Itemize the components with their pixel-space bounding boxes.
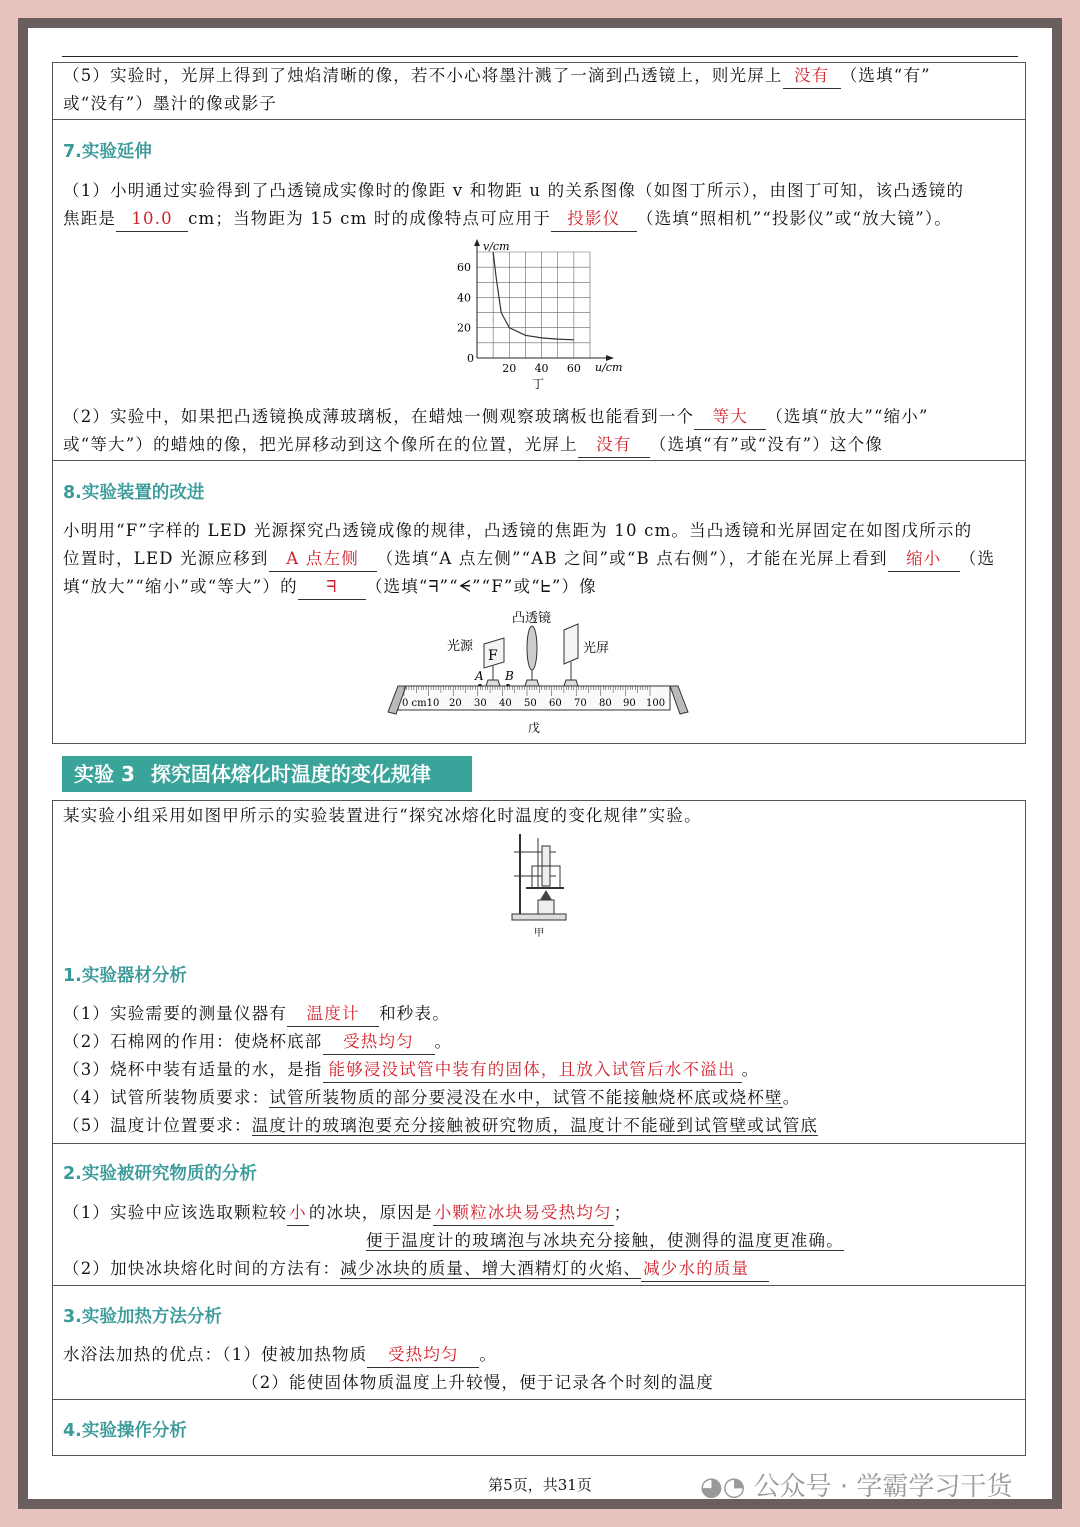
y-arrow xyxy=(474,239,480,246)
q7-1-line1: （1）小明通过实验得到了凸透镜成实像时的像距 v 和物距 u 的关系图像（如图丁所示），由图丁可知，该凸透镜的 xyxy=(63,181,965,200)
scale-30: 30 xyxy=(474,698,487,709)
v-u-graph xyxy=(440,236,640,394)
answer-blank: 受热均匀 xyxy=(323,1030,435,1055)
light-screen xyxy=(564,624,578,664)
melting-apparatus-figure xyxy=(500,830,580,940)
scale-40: 40 xyxy=(499,698,512,709)
wechat-icon: ◕◔ xyxy=(700,1472,754,1502)
scale-100: 100 xyxy=(646,698,666,709)
e2-line2: 便于温度计的玻璃泡与冰块充分接触，使测得的温度更准确。 xyxy=(366,1231,844,1250)
lens-base xyxy=(525,680,539,686)
led-letter: F xyxy=(488,648,498,664)
answer-blank: 等大 xyxy=(694,405,766,430)
top-rule xyxy=(62,56,1018,57)
banner-title: 探究固体熔化时温度的变化规律 xyxy=(150,762,431,786)
heading-7: 7.实验延伸 xyxy=(63,142,152,162)
y-tick-label: 40 xyxy=(457,291,471,305)
y-tick-label: 20 xyxy=(457,321,471,335)
e1-line4: （4）试管所装物质要求：试管所装物质的部分要浸没在水中，试管不能接触烧杯底或烧杯壁。 xyxy=(63,1088,801,1107)
stand-base xyxy=(512,914,566,920)
answer-blank: 小颗粒冰块易受热均匀 xyxy=(433,1201,614,1226)
page-number: 第5页，共31页 xyxy=(488,1476,592,1494)
divider xyxy=(52,1285,1026,1286)
intro-text: 某实验小组采用如图甲所示的实验装置进行“探究冰熔化时温度的变化规律”实验。 xyxy=(63,806,702,825)
screen-label: 光屏 xyxy=(583,641,610,656)
source-label: 光源 xyxy=(447,639,474,654)
watermark: ◕◔ 公众号 · 学霸学习干货 xyxy=(700,1472,1013,1502)
e2-line3: （2）加快冰块熔化时间的方法有：减少冰块的质量、增大酒精灯的火焰、 减少水的质量 xyxy=(63,1257,769,1282)
e2-line1: （1）实验中应该选取颗粒较 小 的冰块，原因是 小颗粒冰块易受热均匀 ； xyxy=(63,1201,631,1226)
x-tick-label: 40 xyxy=(534,362,549,375)
flame xyxy=(540,890,552,900)
scale-90: 90 xyxy=(623,698,636,709)
q6-5-line1: （5）实验时，光屏上得到了烛焰清晰的像，若不小心将墨汁溅了一滴到凸透镜上，则光屏上 没有 （选填“有” xyxy=(63,64,931,89)
answer-blank: 温度计 xyxy=(287,1002,379,1027)
e1-line2: （2）石棉网的作用：使烧杯底部 受热均匀 。 xyxy=(63,1030,452,1055)
heading-8: 8.实验装置的改进 xyxy=(63,483,205,503)
scale-50: 50 xyxy=(524,698,537,709)
heading-3: 3.实验加热方法分析 xyxy=(63,1307,222,1327)
x-tick-label: 60 xyxy=(566,362,581,375)
divider xyxy=(52,1143,1026,1144)
convex-lens xyxy=(527,626,537,670)
x-tick-label: 20 xyxy=(502,362,517,375)
answer-blank: 能够浸没试管中装有的固体，且放入试管后水不溢出 xyxy=(323,1058,742,1083)
answer-blank: 缩小 xyxy=(888,547,960,572)
answer-blank: A 点左侧 xyxy=(269,547,377,572)
figure-caption: 戊 xyxy=(528,721,541,735)
y-tick-label: 60 xyxy=(457,261,471,275)
q8-line1: 小明用“F”字样的 LED 光源探究凸透镜成像的规律，凸透镜的焦距为 10 cm。当凸透镜和光屏固定在如图戊所示的 xyxy=(63,521,973,540)
q6-5-line2: 或“没有”）墨汁的像或影子 xyxy=(63,94,277,113)
q7-1-line2: 焦距是 10.0 cm；当物距为 15 cm 时的成像特点可应用于 投影仪 （选填“照相机”“投影仪”或“放大镜”）。 xyxy=(63,207,952,232)
banner-number: 实验 3 xyxy=(74,762,135,786)
y-axis-label: v/cm xyxy=(483,240,510,253)
divider xyxy=(52,460,1026,461)
answer-blank: 10.0 xyxy=(116,207,188,232)
divider xyxy=(52,119,1026,120)
alcohol-lamp xyxy=(538,900,554,914)
q7-2-line1: （2）实验中，如果把凸透镜换成薄玻璃板，在蜡烛一侧观察玻璃板也能看到一个 等大 （选填“放大”“缩小” xyxy=(63,405,929,430)
e3-line2: （2）能使固体物质温度上升较慢，便于记录各个时刻的温度 xyxy=(242,1373,714,1392)
scale-60: 60 xyxy=(549,698,562,709)
answer-blank: 投影仪 xyxy=(551,207,637,232)
answer-blank: ᖷ xyxy=(298,575,366,600)
answer-blank: 减少水的质量 xyxy=(641,1257,769,1282)
graph-caption: 丁 xyxy=(532,377,545,391)
heading-2: 2.实验被研究物质的分析 xyxy=(63,1164,257,1184)
screen-base xyxy=(564,680,578,686)
answer-blank: 受热均匀 xyxy=(367,1343,479,1368)
scale-70: 70 xyxy=(574,698,587,709)
answer-blank: 没有 xyxy=(578,433,650,458)
x-axis-label: u/cm xyxy=(595,361,623,374)
y-tick-label: 0 xyxy=(467,352,474,365)
e3-line1: 水浴法加热的优点：（1）使被加热物质 受热均匀 。 xyxy=(63,1343,497,1368)
answer-blank: 没有 xyxy=(783,64,841,89)
answer-blank: 小 xyxy=(287,1201,309,1226)
lens-label: 凸透镜 xyxy=(512,611,552,626)
point-a-label: A xyxy=(475,669,484,683)
optical-bench-figure xyxy=(380,604,700,738)
divider xyxy=(52,1399,1026,1400)
scale-80: 80 xyxy=(599,698,612,709)
heading-1: 1.实验器材分析 xyxy=(63,966,187,986)
series-curve xyxy=(493,252,574,340)
heading-4: 4.实验操作分析 xyxy=(63,1421,187,1441)
q7-2-line2: 或“等大”）的蜡烛的像，把光屏移动到这个像所在的位置，光屏上 没有 （选填“有”或“没有”）这个像 xyxy=(63,433,883,458)
e1-line5: （5）温度计位置要求：温度计的玻璃泡要充分接触被研究物质，温度计不能碰到试管壁或试管底 xyxy=(63,1116,819,1135)
point-b-label: B xyxy=(505,669,514,683)
scale-20: 20 xyxy=(449,698,462,709)
led-base xyxy=(486,680,500,686)
q8-line3: 填“放大”“缩小”或“等大”）的 ᖷ （选填“ᖷ”“ᗕ”“F”或“ᖶ”）像 xyxy=(63,575,597,600)
e1-line3: （3）烧杯中装有适量的水，是指 能够浸没试管中装有的固体，且放入试管后水不溢出 。 xyxy=(63,1058,759,1083)
bench-leg-right xyxy=(670,686,688,714)
experiment-banner xyxy=(62,756,472,792)
figure-caption: 甲 xyxy=(534,928,544,939)
q8-line2: 位置时，LED 光源应移到 A 点左侧 （选填“A 点左侧”“AB 之间”或“B 点右侧”），才能在光屏上看到 缩小 （选 xyxy=(63,547,995,572)
e1-line1: （1）实验需要的测量仪器有 温度计 和秒表。 xyxy=(63,1002,450,1027)
scale-0: 0 cm10 xyxy=(402,698,440,709)
